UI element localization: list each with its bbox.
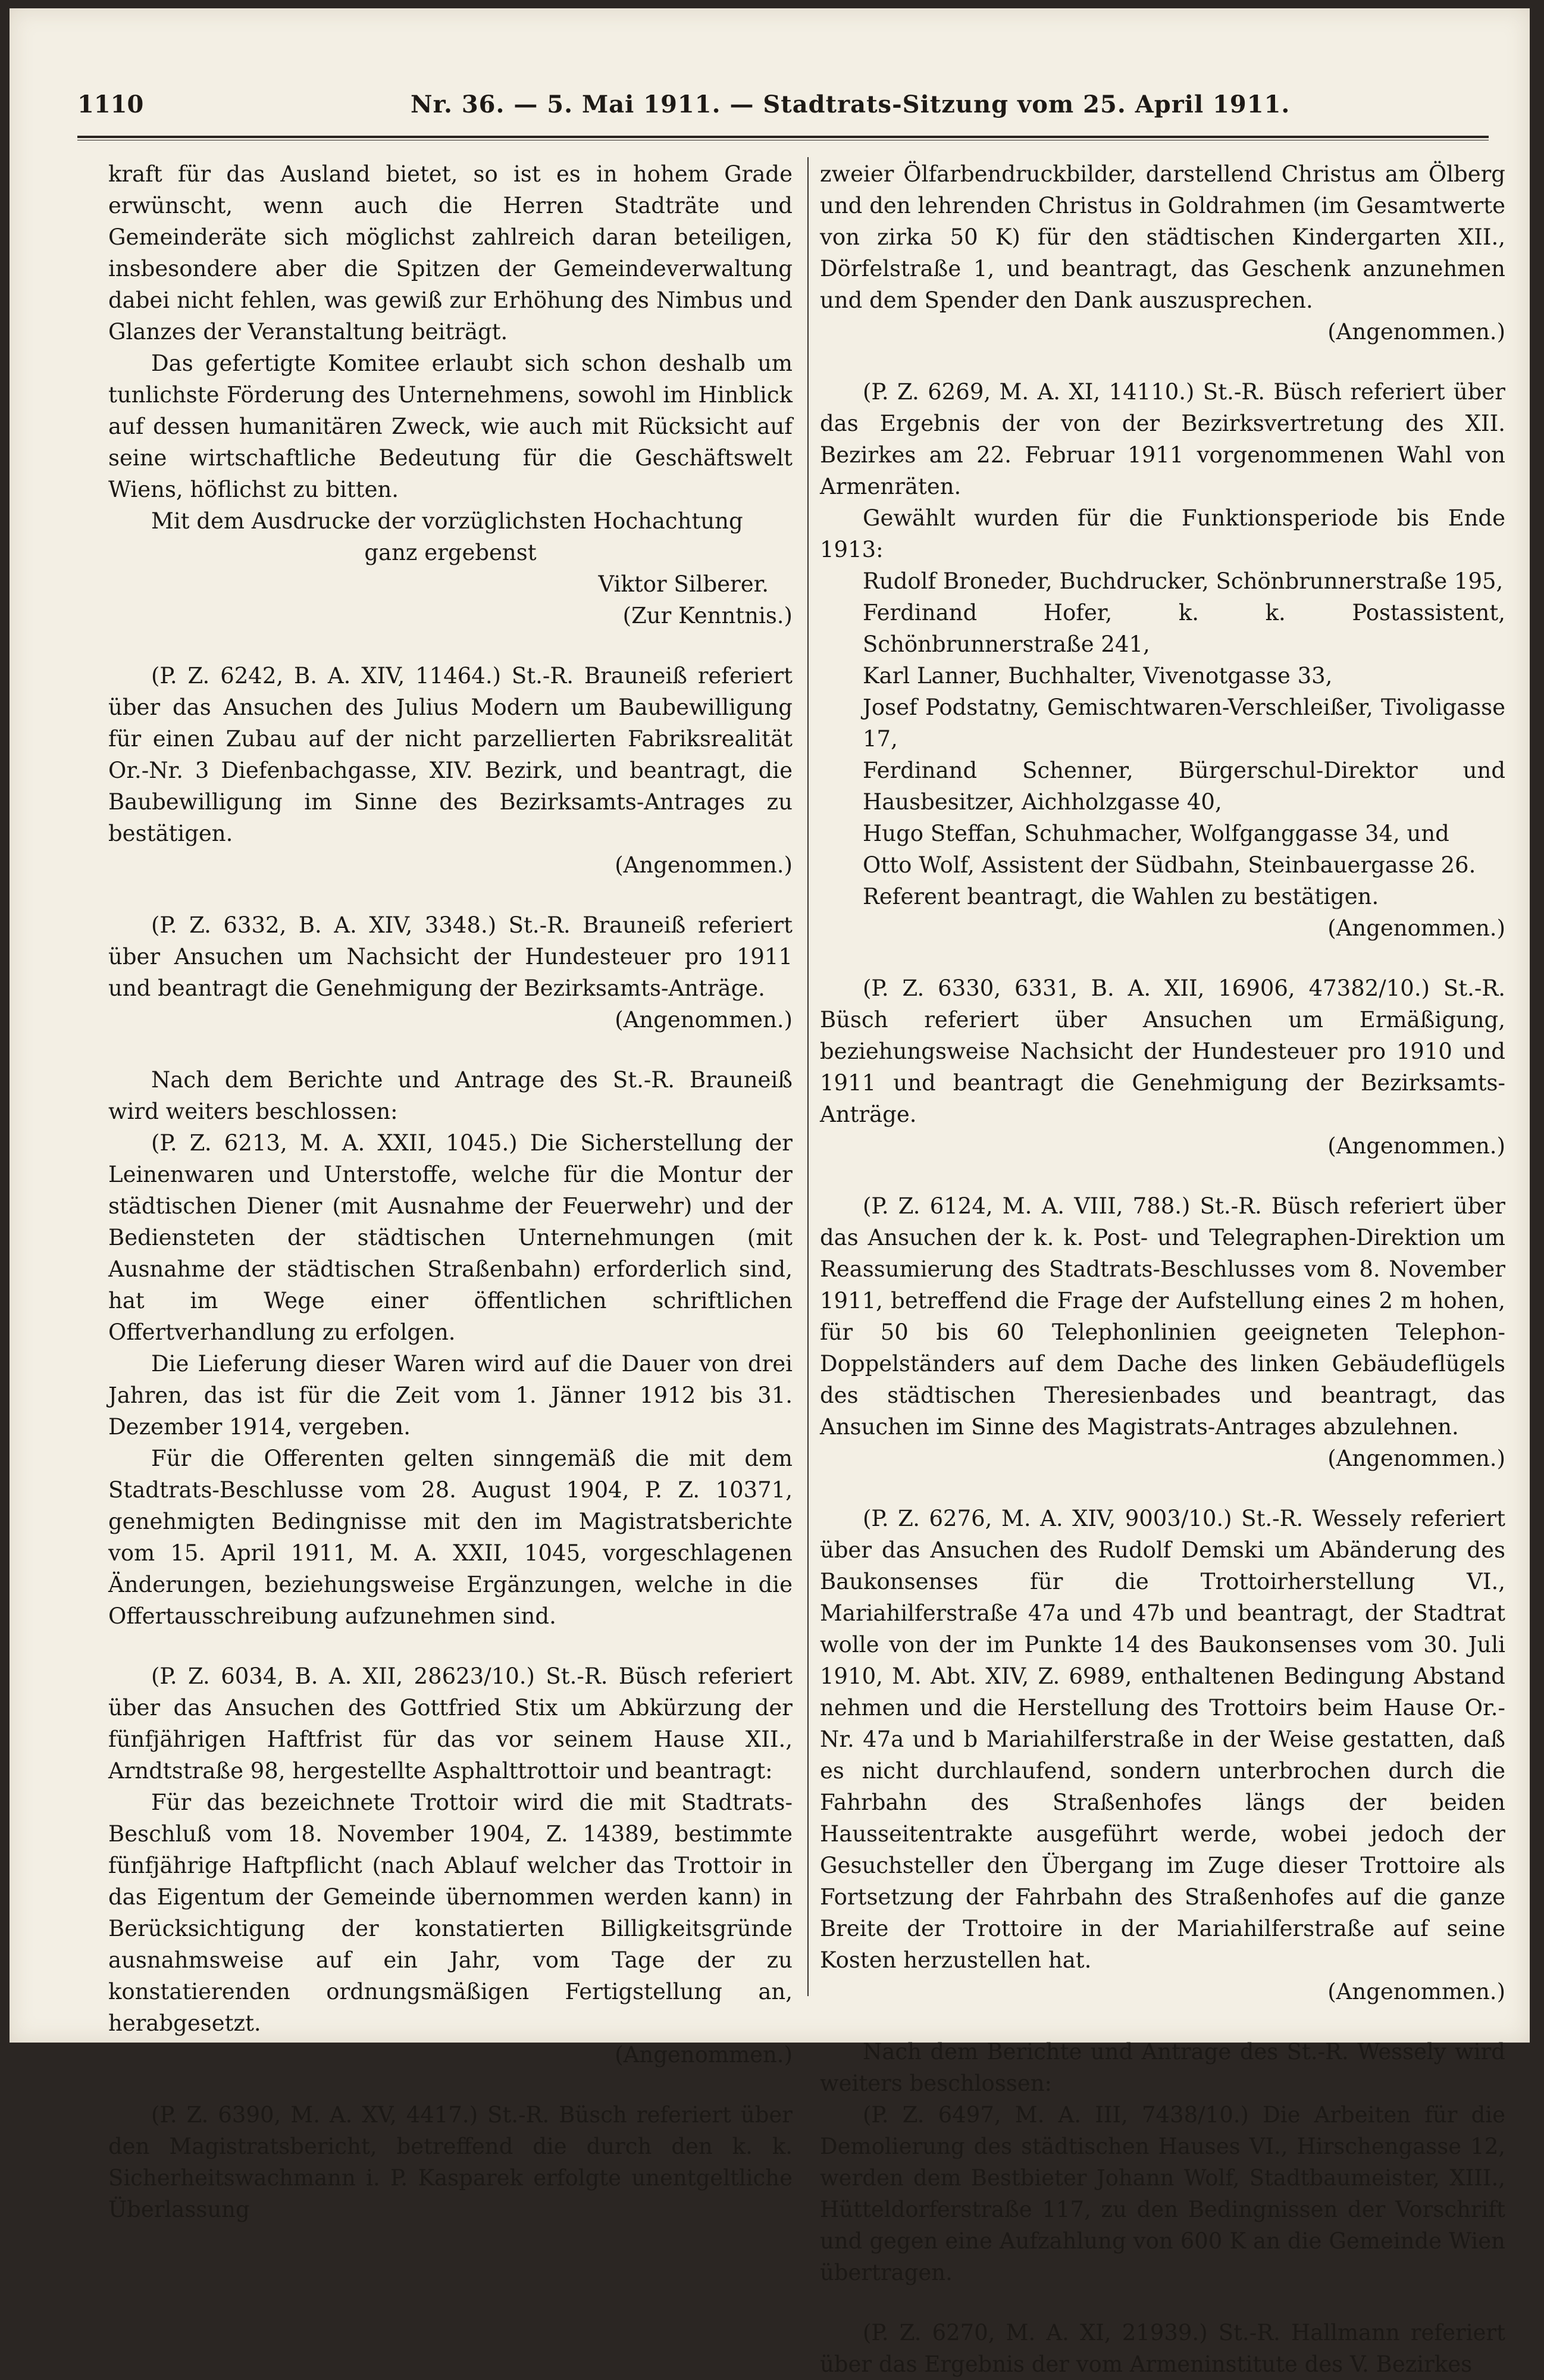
resolution-note: (Angenommen.) — [1327, 915, 1505, 941]
right-column — [820, 158, 1505, 2380]
running-title: Nr. 36. — 5. Mai 1911. — Stadtrats-Sitzung vom 25. April 1911. — [411, 90, 1291, 118]
paragraph: Für das bezeichnete Trottoir wird die mit Stadtrats-Beschluß vom 18. November 1904, Z. 14389, bestimmte fünfjährige Haftpflicht (nach Ablauf welcher das Trottoir in das Eigentum der Gemeinde übernommen werden kann) in Berücksichtigung der konstatierten Billigkeitsgründe ausnahmsweise auf ein Jahr, vom Tage der zu konstatierenden ordnungsmäßigen Fertigstellung an, herabgesetzt. — [108, 1790, 793, 2036]
paragraph: Für die Offerenten gelten sinngemäß die mit dem Stadtrats-Beschlusse vom 28. August 1904, P. Z. 10371, genehmigten Bedingnisse mit den im Magistratsberichte vom 15. April 1911, M. A. XXII, 1045, vorgeschlagenen Änderungen, beziehungsweise Ergänzungen, welche in die Offertausschreibung aufzunehmen sind. — [108, 1446, 793, 1629]
agenda-item: (P. Z. 6276, M. A. XIV, 9003/10.) St.-R. Wessely referiert über das Ansuchen des Rudolf Demski um Abänderung des Baukonsenses für die Trottoirherstellung VI., Mariahilferstraße 47a und 47b und beantragt, der Stadtrat wolle von der im Punkte 14 des Baukonsenses vom 30. Juli 1910, M. Abt. XIV, Z. 6989, enthaltenen Bedingung Abstand nehmen und die Herstellung des Trottoirs beim Hause Or.-Nr. 47a und b Mariahilferstraße in der Weise gestatten, daß es nicht durchlaufend, sondern unterbrochen durch die Fahrbahn des Straßenhofes längs der beiden Hausseitentrakte ausgeführt werde, wobei jedoch der Gesuchsteller den Übergang im Zuge dieser Trottoire als Fortsetzung der Fahrbahn des Straßenhofes auf die ganze Breite der Trottoire in der Mariahilferstraße auf seine Kosten herzustellen hat. — [820, 1506, 1505, 1973]
paragraph: kraft für das Ausland bietet, so ist es in hohem Grade erwünscht, wenn auch die Herren Stadträte und Gemeinderäte sich möglichst zahlreich daran beteiligen, insbesondere aber die Spitzen der Gemeindeverwaltung dabei nicht fehlen, was gewiß zur Erhöhung des Nimbus und Glanzes der Veranstaltung beiträgt. — [108, 161, 793, 345]
agenda-item: (P. Z. 6213, M. A. XXII, 1045.) Die Sicherstellung der Leinenwaren und Unterstoffe, welche für die Montur der städtischen Diener (mit Ausnahme der Feuerwehr) und der Bediensteten der städtischen Unternehmungen (mit Ausnahme der städtischen Straßenbahn) erforderlich sind, hat im Wege einer öffentlichen schriftlichen Offertverhandlung zu erfolgen. — [108, 1130, 793, 1345]
list-item: Otto Wolf, Assistent der Südbahn, Steinbauergasse 26. — [863, 852, 1476, 878]
agenda-item: (P. Z. 6497, M. A. III, 7438/10.) Die Arbeiten für die Demolierung des städtischen Hauses VI., Hirschengasse 12, werden dem Bestbieter Johann Wolf, Stadtbaumeister, XIII., Hütteldorferstraße 117, zu den Bedingnissen der Vorschrift und gegen eine Aufzahlung von 600 K an die Gemeinde Wien übertragen. — [820, 2102, 1505, 2285]
agenda-item: (P. Z. 6269, M. A. XI, 14110.) St.-R. Büsch referiert über das Ergebnis der von der Bezirksvertretung des XII. Bezirkes am 22. Februar 1911 vorgenommenen Wahl von Armenräten. — [820, 379, 1505, 499]
resolution-note: (Angenommen.) — [1327, 1133, 1505, 1159]
closing-line: ganz ergebenst — [364, 540, 537, 565]
list-item: Hugo Steffan, Schuhmacher, Wolfganggasse 34, und — [863, 821, 1449, 846]
closing-formula: Mit dem Ausdrucke der vorzüglichsten Hochachtung — [151, 508, 743, 534]
resolution-note: (Angenommen.) — [1327, 1446, 1505, 1471]
paragraph: Das gefertigte Komitee erlaubt sich schon deshalb um tunlichste Förderung des Unternehmens, sowohl im Hinblick auf dessen humanitären Zweck, wie auch mit Rücksicht auf seine wirtschaftliche Bedeutung für die Geschäftswelt Wiens, höflichst zu bitten. — [108, 351, 793, 502]
resolution-note: (Angenommen.) — [615, 1007, 793, 1033]
agenda-item: (P. Z. 6270, M. A. XI, 21939.) St.-R. Hallmann referiert über das Ergebnis der vom Armeninstitute des V. Bezirkes — [820, 2320, 1505, 2377]
paragraph: Referent beantragt, die Wahlen zu bestätigen. — [863, 884, 1379, 909]
list-item: Josef Podstatny, Gemischtwaren-Verschleißer, Tivoligasse 17, — [863, 695, 1505, 752]
resolution-note: (Zur Kenntnis.) — [622, 603, 793, 628]
paragraph: zweier Ölfarbendruckbilder, darstellend Christus am Ölberg und den lehrenden Christus in Goldrahmen (im Gesamtwerte von zirka 50 K) für den städtischen Kindergarten XII., Dörfelstraße 1, und beantragt, das Geschenk anzunehmen und dem Spender den Dank auszusprechen. — [820, 161, 1505, 313]
column-divider — [807, 157, 809, 1996]
page-number: 1110 — [77, 90, 144, 118]
left-column — [108, 158, 793, 2225]
paragraph: Gewählt wurden für die Funktionsperiode bis Ende 1913: — [820, 505, 1505, 562]
resolution-note: (Angenommen.) — [615, 852, 793, 878]
resolution-note: (Angenommen.) — [615, 2042, 793, 2068]
list-item: Ferdinand Hofer, k. k. Postassistent, Schönbrunnerstraße 241, — [863, 600, 1505, 657]
agenda-item: (P. Z. 6330, 6331, B. A. XII, 16906, 47382/10.) St.-R. Büsch referiert über Ansuchen um Ermäßigung, beziehungsweise Nachsicht der Hundesteuer pro 1910 und 1911 und beantragt die Genehmigung der Bezirksamts-Anträge. — [820, 975, 1505, 1127]
signature: Viktor Silberer. — [598, 571, 769, 597]
agenda-item: (P. Z. 6390, M. A. XV, 4417.) St.-R. Büsch referiert über den Magistratsbericht, betreffend die durch den k. k. Sicherheitswachmann i. P. Kasparek erfolgte unentgeltliche Überlassung — [108, 2102, 793, 2222]
header-rule — [77, 136, 1489, 140]
agenda-item: (P. Z. 6034, B. A. XII, 28623/10.) St.-R. Büsch referiert über das Ansuchen des Gottfried Stix um Abkürzung der fünfjährigen Haftfrist für das vor seinem Hause XII., Arndtstraße 98, hergestellte Asphalttrottoir und beantragt: — [108, 1663, 793, 1784]
decision-intro: Nach dem Berichte und Antrage des St.-R. Brauneiß wird weiters beschlossen: — [108, 1067, 793, 1124]
list-item: Ferdinand Schenner, Bürgerschul-Direktor und Hausbesitzer, Aichholzgasse 40, — [863, 758, 1505, 815]
list-item: Rudolf Broneder, Buchdrucker, Schönbrunnerstraße 195, — [863, 568, 1504, 594]
resolution-note: (Angenommen.) — [1327, 1979, 1505, 2004]
list-item: Karl Lanner, Buchhalter, Vivenotgasse 33, — [863, 663, 1333, 689]
agenda-item: (P. Z. 6124, M. A. VIII, 788.) St.-R. Büsch referiert über das Ansuchen der k. k. Post- und Telegraphen-Direktion um Reassumierung des Stadtrats-Beschlusses vom 8. November 1911, betreffend die Frage der Aufstellung eines 2 m hohen, für 50 bis 60 Telephonlinien geeigneten Telephon-Doppelständers auf dem Dache des linken Gebäudeflügels des städtischen Theresienbades und beantragt, das Ansuchen im Sinne des Magistrats-Antrages abzulehnen. — [820, 1193, 1505, 1440]
paragraph: Die Lieferung dieser Waren wird auf die Dauer von drei Jahren, das ist für die Zeit vom 1. Jänner 1912 bis 31. Dezember 1914, vergeben. — [108, 1351, 793, 1440]
document-page — [10, 8, 1530, 2377]
decision-intro: Nach dem Berichte und Antrage des St.-R. Wessely wird weiters beschlossen: — [820, 2039, 1505, 2096]
page-header — [77, 90, 1489, 126]
agenda-item: (P. Z. 6332, B. A. XIV, 3348.) St.-R. Brauneiß referiert über Ansuchen um Nachsicht der Hundesteuer pro 1911 und beantragt die Genehmigung der Bezirksamts-Anträge. — [108, 912, 793, 1001]
resolution-note: (Angenommen.) — [1327, 319, 1505, 345]
agenda-item: (P. Z. 6242, B. A. XIV, 11464.) St.-R. Brauneiß referiert über das Ansuchen des Julius Modern um Baubewilligung für einen Zubau auf der nicht parzellierten Fabriksrealität Or.-Nr. 3 Diefenbachgasse, XIV. Bezirk, und beantragt, die Baubewilligung im Sinne des Bezirksamts-Antrages zu bestätigen. — [108, 663, 793, 846]
